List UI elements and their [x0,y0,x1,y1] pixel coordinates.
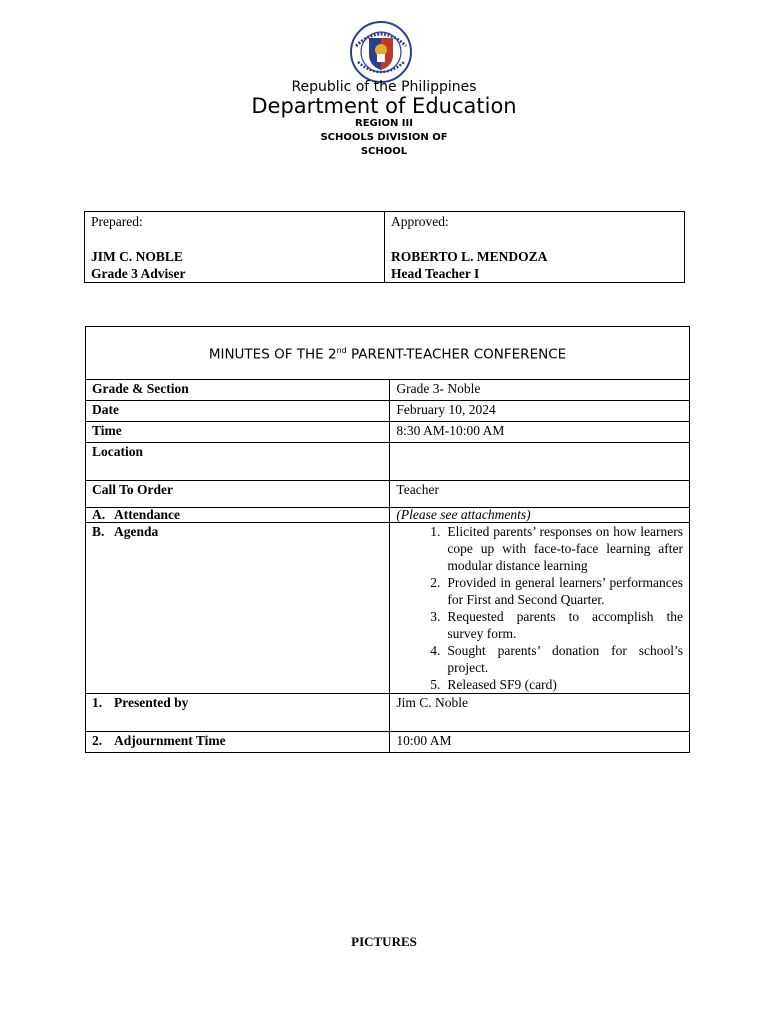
date-value: February 10, 2024 [390,401,690,422]
adjournment-marker: 2. [92,733,103,748]
table-row [86,380,690,401]
signatories-table [84,211,685,283]
prepared-name: JIM C. NOBLE [91,249,183,264]
presented-by-marker: 1. [92,695,103,710]
minutes-title-post: PARENT-TEACHER CONFERENCE [346,346,567,363]
table-row [86,732,690,753]
table-row [86,443,690,481]
division-name: SCHOOLS DIVISION OF [320,132,448,143]
table-row [86,508,690,523]
approved-name: ROBERTO L. MENDOZA [391,249,548,264]
minutes-title-sup: nd [336,346,347,356]
agenda-item-number: 2. [430,575,441,590]
attendance-label-cell [86,508,390,523]
agenda-label: Agenda [114,524,159,539]
table-row [86,422,690,443]
list-item [396,608,683,642]
agenda-marker: B. [92,524,105,539]
approved-cell [385,212,685,283]
minutes-title [86,327,690,380]
adjournment-label-cell [86,732,390,753]
agenda-item-text: Released SF9 (card) [447,677,557,692]
time-value: 8:30 AM-10:00 AM [390,422,690,443]
agenda-item-number: 3. [430,609,441,624]
department-name: Department of Education [251,94,517,118]
table-row [86,481,690,508]
region-name: REGION III [355,118,413,129]
list-item [396,574,683,608]
agenda-label-cell [86,523,390,694]
prepared-cell [85,212,385,283]
time-label: Time [86,422,390,443]
minutes-table [85,326,690,753]
table-row [86,523,690,694]
table-row [86,401,690,422]
presented-by-label-cell [86,694,390,732]
attendance-value: (Please see attachments) [390,508,690,523]
call-to-order-label: Call To Order [86,481,390,508]
grade-section-value: Grade 3- Noble [390,380,690,401]
prepared-position: Grade 3 Adviser [91,266,186,281]
agenda-item-text: Sought parents’ donation for school’s project. [447,643,683,675]
agenda-items-cell [390,523,690,694]
agenda-item-text: Elicited parents’ responses on how learners cope up with face-to-face learning after modular distance learning [447,524,683,573]
list-item [396,676,683,693]
agenda-item-number: 1. [430,524,441,539]
agenda-item-text: Provided in general learners’ performances for First and Second Quarter. [447,575,683,607]
date-label: Date [86,401,390,422]
country-name: Republic of the Philippines [291,79,477,95]
agenda-item-number: 5. [430,677,441,692]
school-name: SCHOOL [360,146,408,157]
presented-by-label: Presented by [114,695,189,710]
deped-seal-icon [344,20,418,84]
grade-section-label: Grade & Section [86,380,390,401]
list-item [396,642,683,676]
minutes-title-pre: MINUTES OF THE 2 [208,346,337,363]
location-label: Location [86,443,390,481]
presented-by-value: Jim C. Noble [390,694,690,732]
approved-position: Head Teacher I [391,266,480,281]
attendance-label: Attendance [114,507,180,522]
table-row [86,694,690,732]
pictures-heading: PICTURES [351,934,417,949]
adjournment-value: 10:00 AM [390,732,690,753]
prepared-label: Prepared: [91,214,143,229]
adjournment-label: Adjournment Time [114,733,226,748]
agenda-item-number: 4. [430,643,441,658]
call-to-order-value: Teacher [390,481,690,508]
approved-label: Approved: [391,214,449,229]
agenda-item-text: Requested parents to accomplish the survey form. [447,609,683,641]
location-value [390,443,690,481]
attendance-marker: A. [92,507,106,522]
list-item [396,523,683,574]
agenda-list [396,523,683,693]
